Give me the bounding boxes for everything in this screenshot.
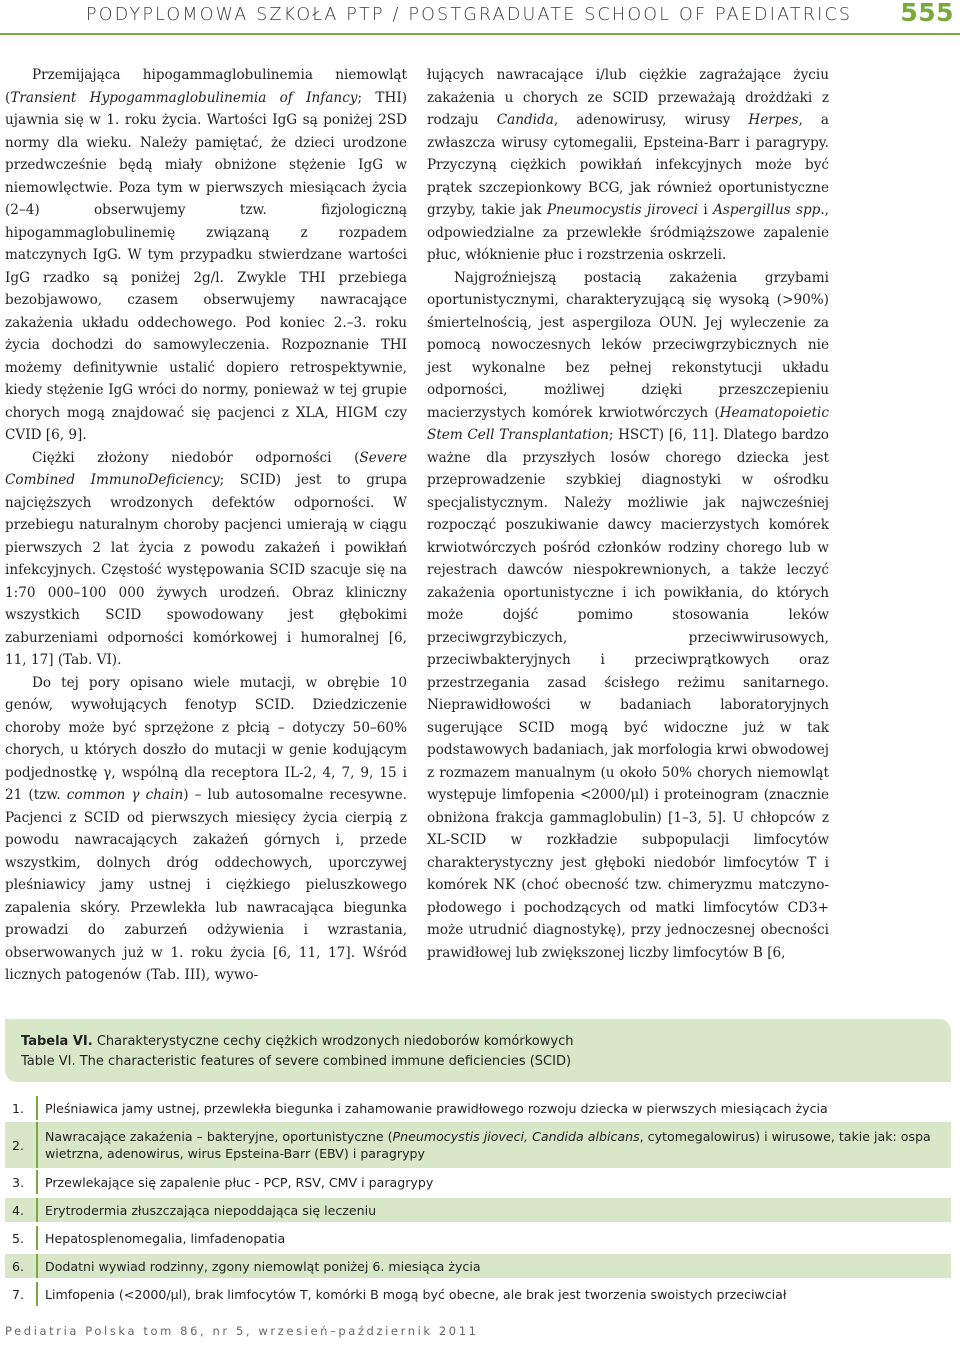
- row-text: Erytrodermia złuszczająca niepoddająca się leczeniu: [45, 1202, 377, 1218]
- row-number: 7.: [12, 1286, 25, 1302]
- paragraph-pathogens: łujących nawracające i/lub ciężkie zagrażające życiu zakażenia u chorych ze SCID przeważają drożdżaki z rodzaju Candida, adenowirusy, wirusy Herpes, a zwłaszcza wirusy cytomegalii, Epsteina-Barr i paragrypy. Przyczyną ciężkich powikłań infekcyjnych może być prątek szczepionkowy BCG, jak również oportunistyczne grzyby, takie jak Pneumocystis jiroveci i Aspergillus spp., odpowiedzialne za przewlekłe śródmiąższowe zapalenie płuc, włóknienie płuc i rozstrzenia oskrzeli.: [427, 67, 830, 263]
- table-row: [5, 1096, 951, 1120]
- table-row: [5, 1170, 951, 1194]
- row-text: Hepatosplenomegalia, limfadenopatia: [45, 1230, 286, 1246]
- table-body: [5, 1096, 951, 1306]
- table-row: [5, 1122, 951, 1168]
- left-column: [5, 64, 407, 987]
- row-divider: [36, 1122, 38, 1168]
- row-text: Pleśniawica jamy ustnej, przewlekła biegunka i zahamowanie prawidłowego rozwoju dziecka w pierwszych miesiącach życia: [45, 1100, 828, 1116]
- row-number: 4.: [12, 1202, 25, 1218]
- table-title-pl: Tabela VI. Charakterystyczne cechy ciężkich wrodzonych niedoborów komórkowych: [21, 1034, 574, 1049]
- paragraph-thi: Przemijająca hipogammaglobulinemia niemowląt (Transient Hypogammaglobulinemia of Infancy; THI) ujawnia się w 1. roku życia. Wartości IgG są poniżej 2SD normy dla wieku. Należy pamiętać, że dzieci urodzone przedwcześnie będą miały obniżone stężenie IgG w niemowlęctwie. Poza tym w pierwszych miesiącach życia (2–4) obserwujemy tzw. fizjologiczną hipogammaglobulinemię związaną z rozpadem matczynych IgG. W tym przypadku stwierdzane wartości IgG rzadko są poniżej 2g/l. Zwykle THI przebiega bezobjawowo, czasem obserwujemy nawracające zakażenia układu oddechowego. Pod koniec 2.–3. roku życia dochodzi do samowyleczenia. Rozpoznanie THI możemy definitywnie ustalić dopiero retrospektywnie, kiedy stężenie IgG wróci do normy, ponieważ w tej grupie chorych mogą znajdować się pacjenci z XLA, HIGM czy CVID [6, 9].: [5, 67, 408, 443]
- right-column: [427, 64, 829, 964]
- row-divider: [36, 1170, 38, 1194]
- row-number: 6.: [12, 1258, 25, 1274]
- row-text: Dodatni wywiad rodzinny, zgony niemowląt poniżej 6. miesiąca życia: [45, 1258, 481, 1274]
- table-title-en: Table VI. The characteristic features of severe combined immune deficiencies (SCID): [21, 1054, 572, 1069]
- row-number: 3.: [12, 1174, 25, 1190]
- paragraph-scid-intro: Ciężki złożony niedobór odporności (Severe Combined ImmunoDeficiency; SCID) jest to grupa najcięższych wrodzonych defektów odporności. W przebiegu naturalnym choroby pacjenci umierają w ciągu pierwszych 2 lat życia z powodu zakażeń i powikłań infekcyjnych. Częstość występowania SCID szacuje się na 1:70 000–100 000 żywych urodzeń. Obraz kliniczny wszystkich SCID spowodowany jest głębokimi zaburzeniami odporności komórkowej i humoralnej [6, 11, 17] (Tab. VI).: [5, 449, 407, 668]
- row-divider: [36, 1254, 38, 1278]
- paragraph-aspergillosis: Najgroźniejszą postacią zakażenia grzybami oportunistycznymi, charakteryzującą się wysoką (>90%) śmiertelnością, jest aspergiloza OUN. Jej wyleczenie za pomocą nowoczesnych leków przeciwgrzybicznych nie jest wykonalne bez pełnej rekonstytucji układu odporności, możliwej dzięki przeszczepieniu macierzystych komórek krwiotwórczych (Heamatopoietic Stem Cell Transplantation; HSCT) [6, 11]. Dlatego bardzo ważne dla przyszłych losów chorego dziecka jest przeprowadzenie szybkiej diagnostyki w ośrodku specjalistycznym. Należy możliwie jak najwcześniej rozpocząć poszukiwanie dawcy macierzystych komórek krwiotwórczych pośród członków rodziny chorego lub w rejestrach dawców niespokrewnionych, a także leczyć zakażenia oportunistyczne i ich powikłania, do których może dojść pomimo stosowania leków przeciwgrzybiczych, przeciwwirusowych, przeciwbakteryjnych i przeciwprątkowych oraz przestrzegania zasad ścisłego reżimu sanitarnego. Nieprawidłowości w badaniach laboratoryjnych sugerujące SCID mogą być widoczne już w tak podstawowych badaniach, jak morfologia krwi obwodowej z rozmazem manualnym (u około 50% chorych niemowląt występuje limfopenia <2000/μl) i proteinogram (znacznie obniżona frakcja gammaglobulin) [1–3, 5]. U chłopców z XL-SCID w rozkładzie subpopulacji limfocytów charakterystyczny jest głęboki niedobór limfocytów T i komórek NK (choć obecność tzw. chimeryzmu matczyno-płodowego i pochodzących od matki limfocytów CD3+ może utrudnić diagnostykę), przy jednoczesnej obecności prawidłowej lub zwiększonej liczby limfocytów B [6,: [427, 269, 829, 961]
- row-divider: [36, 1198, 38, 1222]
- table-row: [5, 1198, 951, 1222]
- table-row: [5, 1254, 951, 1278]
- header-rule: [0, 33, 960, 35]
- row-divider: [36, 1226, 38, 1250]
- table-caption: [5, 1019, 951, 1082]
- running-head: PODYPLOMOWA SZKOŁA PTP / POSTGRADUATE SCHOOL OF PAEDIATRICS: [86, 5, 853, 25]
- row-number: 2.: [12, 1137, 25, 1153]
- row-divider: [36, 1282, 38, 1306]
- row-text: Przewlekające się zapalenie płuc - PCP, RSV, CMV i paragrypy: [45, 1174, 434, 1190]
- page-number: 555: [900, 0, 954, 27]
- row-number: 5.: [12, 1230, 25, 1246]
- row-text: Nawracające zakażenia – bakteryjne, oportunistyczne (Pneumocystis jioveci, Candida albicans, cytomegalowirus) i wirusowe, takie jak: ospa wietrzna, adenowirus, wirus Epsteina-Barr (EBV) i paragrypy: [45, 1129, 931, 1161]
- row-divider: [36, 1096, 38, 1120]
- table-row: [5, 1226, 951, 1250]
- paragraph-scid-genetics: Do tej pory opisano wiele mutacji, w obrębie 10 genów, wywołujących fenotyp SCID. Dziedziczenie choroby może być sprzężone z płcią – dotyczy 50–60% chorych, u których doszło do mutacji w genie kodującym podjednostkę γ, wspólną dla receptora IL-2, 4, 7, 9, 15 i 21 (tzw. common γ chain) – lub autosomalne recesywne. Pacjenci z SCID od pierwszych miesięcy życia cierpią z powodu nawracających zakażeń górnych i, przede wszystkim, dolnych dróg oddechowych, uporczywej pleśniawicy jamy ustnej i ciężkiego pieluszkowego zapalenia skóry. Przewlekła lub nawracająca biegunka prowadzi do zaburzeń odżywienia i wzrastania, obserwowanych już w 1. roku życia [6, 11, 17]. Wśród licznych patogenów (Tab. III), wywo-: [5, 674, 407, 983]
- page-header: [0, 0, 960, 34]
- row-number: 1.: [12, 1100, 25, 1116]
- table-row: [5, 1282, 951, 1306]
- row-text: Limfopenia (<2000/μl), brak limfocytów T, komórki B mogą być obecne, ale brak jest tworzenia swoistych przeciwciał: [45, 1286, 787, 1302]
- page-footer: Pediatria Polska tom 86, nr 5, wrzesień–październik 2011: [5, 1324, 479, 1338]
